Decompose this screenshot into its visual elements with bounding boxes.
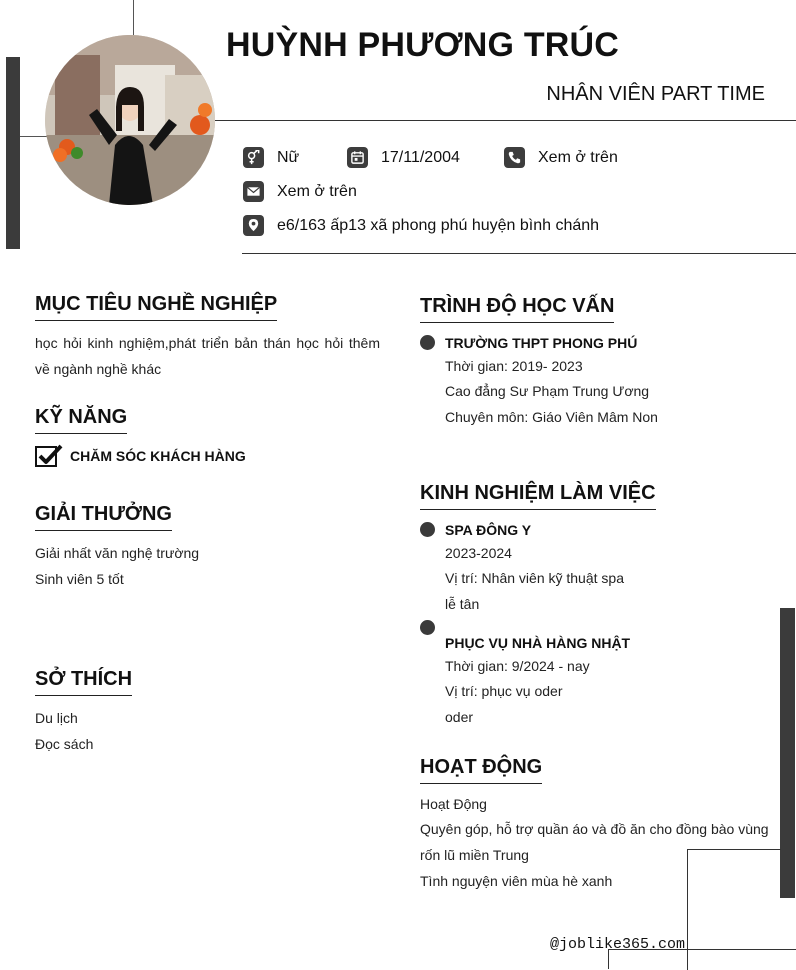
address-value: e6/163 ấp13 xã phong phú huyện bình chánh — [277, 217, 600, 234]
email-value: Xem ở trên — [277, 183, 357, 200]
section-title-skills: KỸ NĂNG — [35, 405, 127, 434]
hobby-line: Du lịch — [35, 710, 78, 726]
award-line: Giải nhất văn nghệ trường — [35, 545, 200, 561]
bullet-dot-icon — [420, 620, 435, 635]
experience-company: SPA ĐÔNG Y — [445, 522, 532, 538]
education-school: TRƯỜNG THPT PHONG PHÚ — [445, 335, 638, 351]
phone-icon — [504, 147, 525, 168]
bullet-dot-icon — [420, 335, 435, 350]
experience-line: Vị trí: phục vụ oder — [445, 683, 563, 699]
experience-line: Thời gian: 9/2024 - nay — [445, 658, 590, 674]
section-title-experience: KINH NGHIỆM LÀM VIỆC — [420, 481, 656, 510]
section-title-awards: GIẢI THƯỞNG — [35, 502, 172, 531]
birthday-value: 17/11/2004 — [381, 149, 460, 166]
job-position: NHÂN VIÊN PART TIME — [546, 83, 765, 105]
experience-line: oder — [445, 709, 474, 725]
gender-value: Nữ — [277, 149, 300, 166]
section-title-hobbies: SỞ THÍCH — [35, 667, 132, 696]
section-title-activities: HOẠT ĐỘNG — [420, 755, 542, 784]
avatar-photo — [45, 35, 215, 205]
avatar — [45, 35, 215, 205]
hobby-line: Đọc sách — [35, 736, 94, 752]
education-line: Thời gian: 2019- 2023 — [445, 358, 583, 374]
experience-line: lễ tân — [445, 596, 480, 612]
header-divider — [215, 120, 796, 121]
skill-item: CHĂM SÓC KHÁCH HÀNG — [70, 448, 246, 464]
candidate-name: HUỲNH PHƯƠNG TRÚC — [226, 26, 620, 64]
section-title-objective: MỤC TIÊU NGHỀ NGHIỆP — [35, 292, 277, 321]
activity-line: Quyên góp, hỗ trợ quần áo và đồ ăn cho đồng bào vùng rốn lũ miền Trung — [420, 821, 769, 863]
experience-line: Vị trí: Nhân viên kỹ thuật spa — [445, 570, 624, 586]
activity-line: Tình nguyện viên mùa hè xanh — [420, 873, 613, 889]
experience-company: PHỤC VỤ NHÀ HÀNG NHẬT — [445, 635, 631, 651]
info-divider — [242, 253, 796, 254]
experience-line: 2023-2024 — [445, 545, 512, 561]
decor-bar-right — [780, 608, 795, 898]
bullet-dot-icon — [420, 522, 435, 537]
location-pin-icon — [243, 215, 264, 236]
decor-line-top — [133, 0, 134, 40]
education-line: Chuyên môn: Giáo Viên Mâm Non — [445, 409, 658, 425]
phone-value: Xem ở trên — [538, 149, 618, 166]
section-title-education: TRÌNH ĐỘ HỌC VẤN — [420, 294, 614, 323]
gender-icon — [243, 147, 264, 168]
email-icon — [243, 181, 264, 202]
award-line: Sinh viên 5 tốt — [35, 571, 124, 587]
checkbox-checked-icon — [35, 444, 59, 466]
decor-bar-left — [6, 57, 20, 249]
education-line: Cao đẳng Sư Phạm Trung Ương — [445, 383, 650, 399]
watermark-text: @joblike365.com — [550, 936, 686, 953]
calendar-icon — [347, 147, 368, 168]
activity-line: Hoạt Động — [420, 796, 487, 812]
decor-line-avatar — [20, 136, 50, 137]
objective-text: học hỏi kinh nghiệm,phát triển bản thán học hỏi thêm về ngành nghề khác — [35, 335, 380, 377]
